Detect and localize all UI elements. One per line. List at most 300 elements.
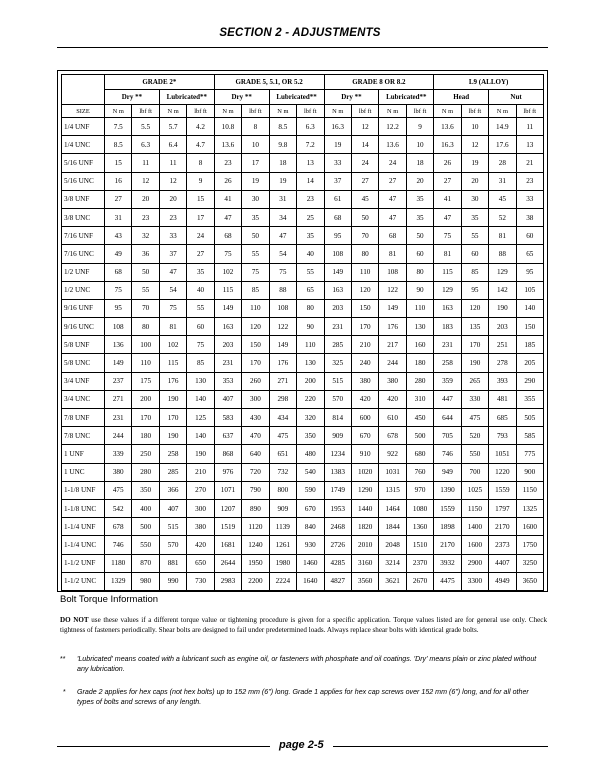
torque-value-cell: 35 xyxy=(297,227,324,245)
torque-value-cell: 30 xyxy=(242,190,269,208)
torque-value-cell: 190 xyxy=(159,390,186,408)
torque-value-cell: 1681 xyxy=(214,536,241,554)
footnote-mark: ** xyxy=(60,655,66,663)
torque-value-cell: 190 xyxy=(159,427,186,445)
torque-value-cell: 1051 xyxy=(489,445,516,463)
table-row xyxy=(62,118,544,136)
unit-header-row xyxy=(62,105,544,118)
torque-value-cell: 55 xyxy=(461,227,488,245)
torque-value-cell: 930 xyxy=(297,536,324,554)
unit-header: N m xyxy=(214,105,241,118)
torque-value-cell: 290 xyxy=(516,372,543,390)
torque-value-cell: 2900 xyxy=(461,554,488,572)
torque-value-cell: 2170 xyxy=(434,536,461,554)
torque-value-cell: 1360 xyxy=(406,518,433,536)
torque-value-cell: 13 xyxy=(297,154,324,172)
torque-value-cell: 110 xyxy=(351,263,378,281)
torque-value-cell: 110 xyxy=(242,299,269,317)
torque-value-cell: 1150 xyxy=(516,481,543,499)
condition-header: Lubricated** xyxy=(379,90,434,105)
torque-value-cell: 2200 xyxy=(242,572,269,590)
torque-value-cell: 55 xyxy=(297,263,324,281)
torque-value-cell: 570 xyxy=(159,536,186,554)
torque-value-cell: 110 xyxy=(132,354,159,372)
torque-value-cell: 68 xyxy=(214,227,241,245)
footnote-text: Grade 2 applies for hex caps (not hex bolts) up to 152 mm (6") long. Grade 1 applies for hex cap screws over 152 mm (6") long, and for all other types of bolts and screws of any length. xyxy=(77,688,529,706)
torque-value-cell: 685 xyxy=(489,409,516,427)
torque-value-cell: 4.2 xyxy=(187,118,214,136)
torque-value-cell: 7.5 xyxy=(105,118,132,136)
torque-value-cell: 17.6 xyxy=(489,136,516,154)
torque-value-cell: 176 xyxy=(269,354,296,372)
torque-value-cell: 37 xyxy=(324,172,351,190)
torque-value-cell: 870 xyxy=(132,554,159,572)
torque-value-cell: 250 xyxy=(132,445,159,463)
torque-value-cell: 760 xyxy=(406,463,433,481)
torque-value-cell: 640 xyxy=(242,445,269,463)
torque-value-cell: 730 xyxy=(187,572,214,590)
torque-value-cell: 705 xyxy=(434,427,461,445)
torque-value-cell: 1071 xyxy=(214,481,241,499)
torque-value-cell: 19 xyxy=(242,172,269,190)
torque-value-cell: 55 xyxy=(132,281,159,299)
bolt-size-cell: 1-1/8 UNC xyxy=(62,499,105,517)
torque-value-cell: 746 xyxy=(434,445,461,463)
torque-value-cell: 95 xyxy=(105,299,132,317)
torque-value-cell: 240 xyxy=(351,354,378,372)
torque-value-cell: 28 xyxy=(489,154,516,172)
torque-value-cell: 4285 xyxy=(324,554,351,572)
torque-value-cell: 12.2 xyxy=(379,118,406,136)
torque-value-cell: 14.9 xyxy=(489,118,516,136)
torque-value-cell: 4.7 xyxy=(187,136,214,154)
torque-value-cell: 244 xyxy=(379,354,406,372)
torque-value-cell: 220 xyxy=(297,390,324,408)
torque-value-cell: 33 xyxy=(159,227,186,245)
condition-header: Lubricated** xyxy=(159,90,214,105)
torque-value-cell: 27 xyxy=(434,172,461,190)
torque-value-cell: 163 xyxy=(214,318,241,336)
torque-value-cell: 190 xyxy=(489,299,516,317)
torque-value-cell: 1440 xyxy=(351,499,378,517)
torque-value-cell: 149 xyxy=(324,263,351,281)
torque-value-cell: 890 xyxy=(242,499,269,517)
torque-value-cell: 120 xyxy=(242,318,269,336)
torque-value-cell: 353 xyxy=(214,372,241,390)
table-row xyxy=(62,445,544,463)
torque-value-cell: 26 xyxy=(434,154,461,172)
torque-value-cell: 52 xyxy=(489,208,516,226)
torque-value-cell: 102 xyxy=(159,336,186,354)
torque-value-cell: 2670 xyxy=(406,572,433,590)
torque-value-cell: 350 xyxy=(297,427,324,445)
unit-header: N m xyxy=(159,105,186,118)
torque-value-cell: 125 xyxy=(187,409,214,427)
unit-header: lbf ft xyxy=(132,105,159,118)
torque-value-cell: 1025 xyxy=(461,481,488,499)
torque-value-cell: 135 xyxy=(461,318,488,336)
torque-value-cell: 170 xyxy=(351,318,378,336)
torque-value-cell: 54 xyxy=(269,245,296,263)
torque-value-cell: 129 xyxy=(434,281,461,299)
table-row xyxy=(62,481,544,499)
torque-value-cell: 1844 xyxy=(379,518,406,536)
torque-value-cell: 60 xyxy=(187,318,214,336)
torque-value-cell: 585 xyxy=(516,427,543,445)
torque-value-cell: 244 xyxy=(105,427,132,445)
torque-value-cell: 163 xyxy=(434,299,461,317)
torque-value-cell: 1220 xyxy=(489,463,516,481)
bolt-size-cell: 3/8 UNC xyxy=(62,208,105,226)
torque-value-cell: 1797 xyxy=(489,499,516,517)
torque-value-cell: 88 xyxy=(489,245,516,263)
torque-value-cell: 21 xyxy=(516,154,543,172)
torque-value-cell: 10 xyxy=(406,136,433,154)
torque-value-cell: 475 xyxy=(269,427,296,445)
torque-value-cell: 11 xyxy=(159,154,186,172)
torque-value-cell: 814 xyxy=(324,409,351,427)
torque-value-cell: 1150 xyxy=(461,499,488,517)
bolt-size-cell: 1 UNF xyxy=(62,445,105,463)
torque-value-cell: 17 xyxy=(242,154,269,172)
torque-value-cell: 380 xyxy=(351,372,378,390)
torque-value-cell: 550 xyxy=(461,445,488,463)
bolt-size-cell: 7/16 UNF xyxy=(62,227,105,245)
torque-value-cell: 339 xyxy=(105,445,132,463)
torque-value-cell: 8.5 xyxy=(269,118,296,136)
table-row xyxy=(62,154,544,172)
torque-value-cell: 12 xyxy=(159,172,186,190)
torque-value-cell: 65 xyxy=(297,281,324,299)
torque-value-cell: 260 xyxy=(242,372,269,390)
torque-value-cell: 1980 xyxy=(269,554,296,572)
unit-header: lbf ft xyxy=(297,105,324,118)
table-row xyxy=(62,318,544,336)
condition-header: Head xyxy=(434,90,489,105)
unit-header: N m xyxy=(324,105,351,118)
bolt-size-cell: 3/4 UNF xyxy=(62,372,105,390)
torque-value-cell: 6.4 xyxy=(159,136,186,154)
table-row xyxy=(62,536,544,554)
table-row xyxy=(62,409,544,427)
torque-value-cell: 366 xyxy=(159,481,186,499)
torque-value-cell: 6.3 xyxy=(297,118,324,136)
grade-header: GRADE 5, 5.1, OR 5.2 xyxy=(214,75,324,90)
torque-value-cell: 60 xyxy=(406,245,433,263)
torque-value-cell: 13.6 xyxy=(214,136,241,154)
torque-value-cell: 881 xyxy=(159,554,186,572)
footnote-lubricated xyxy=(60,655,547,674)
torque-value-cell: 31 xyxy=(105,208,132,226)
torque-value-cell: 746 xyxy=(105,536,132,554)
torque-value-cell: 115 xyxy=(434,263,461,281)
torque-value-cell: 1559 xyxy=(434,499,461,517)
torque-value-cell: 36 xyxy=(132,245,159,263)
torque-value-cell: 190 xyxy=(461,354,488,372)
torque-value-cell: 25 xyxy=(297,208,324,226)
torque-value-cell: 120 xyxy=(461,299,488,317)
torque-value-cell: 149 xyxy=(379,299,406,317)
torque-value-cell: 949 xyxy=(434,463,461,481)
size-header: SIZE xyxy=(62,105,105,118)
table-row xyxy=(62,263,544,281)
torque-value-cell: 108 xyxy=(105,318,132,336)
torque-value-cell: 129 xyxy=(489,263,516,281)
torque-value-cell: 110 xyxy=(297,336,324,354)
torque-value-cell: 909 xyxy=(269,499,296,517)
torque-value-cell: 24 xyxy=(187,227,214,245)
torque-value-cell: 150 xyxy=(351,299,378,317)
torque-value-cell: 150 xyxy=(242,336,269,354)
torque-value-cell: 1234 xyxy=(324,445,351,463)
torque-value-cell: 163 xyxy=(324,281,351,299)
torque-value-cell: 142 xyxy=(489,281,516,299)
torque-value-cell: 47 xyxy=(159,263,186,281)
grade-header: L9 (ALLOY) xyxy=(434,75,544,90)
torque-value-cell: 12 xyxy=(461,136,488,154)
torque-value-cell: 140 xyxy=(187,390,214,408)
bolt-size-cell: 5/16 UNC xyxy=(62,172,105,190)
torque-value-cell: 65 xyxy=(516,245,543,263)
torque-value-cell: 280 xyxy=(132,463,159,481)
torque-value-cell: 45 xyxy=(351,190,378,208)
torque-value-cell: 23 xyxy=(159,208,186,226)
table-row xyxy=(62,390,544,408)
torque-value-cell: 80 xyxy=(406,263,433,281)
torque-value-cell: 550 xyxy=(132,536,159,554)
torque-value-cell: 95 xyxy=(324,227,351,245)
torque-value-cell: 33 xyxy=(324,154,351,172)
torque-value-cell: 909 xyxy=(324,427,351,445)
torque-value-cell: 27 xyxy=(105,190,132,208)
torque-value-cell: 637 xyxy=(214,427,241,445)
torque-value-cell: 380 xyxy=(379,372,406,390)
torque-value-cell: 9 xyxy=(406,118,433,136)
torque-value-cell: 231 xyxy=(214,354,241,372)
torque-value-cell: 108 xyxy=(379,263,406,281)
torque-value-cell: 9.8 xyxy=(269,136,296,154)
table-row xyxy=(62,372,544,390)
torque-value-cell: 800 xyxy=(269,481,296,499)
torque-value-cell: 542 xyxy=(105,499,132,517)
torque-value-cell: 31 xyxy=(489,172,516,190)
table-row xyxy=(62,554,544,572)
unit-header: N m xyxy=(489,105,516,118)
torque-value-cell: 47 xyxy=(269,227,296,245)
unit-header: N m xyxy=(434,105,461,118)
torque-value-cell: 205 xyxy=(516,354,543,372)
torque-value-cell: 24 xyxy=(351,154,378,172)
torque-value-cell: 1749 xyxy=(324,481,351,499)
torque-value-cell: 40 xyxy=(297,245,324,263)
torque-value-cell: 258 xyxy=(434,354,461,372)
torque-value-cell: 515 xyxy=(159,518,186,536)
unit-header: lbf ft xyxy=(406,105,433,118)
torque-value-cell: 910 xyxy=(351,445,378,463)
torque-value-cell: 75 xyxy=(159,299,186,317)
torque-value-cell: 590 xyxy=(297,481,324,499)
torque-value-cell: 1080 xyxy=(406,499,433,517)
torque-value-cell: 3214 xyxy=(379,554,406,572)
torque-value-cell: 570 xyxy=(324,390,351,408)
usage-notes xyxy=(60,616,547,635)
torque-value-cell: 81 xyxy=(159,318,186,336)
torque-value-cell: 180 xyxy=(132,427,159,445)
blank-corner-cell xyxy=(62,75,105,105)
torque-value-cell: 8 xyxy=(242,118,269,136)
torque-value-cell: 380 xyxy=(105,463,132,481)
torque-value-cell: 35 xyxy=(406,190,433,208)
torque-value-cell: 980 xyxy=(132,572,159,590)
torque-value-cell: 251 xyxy=(489,336,516,354)
table-row xyxy=(62,354,544,372)
torque-value-cell: 12 xyxy=(351,118,378,136)
torque-value-cell: 27 xyxy=(351,172,378,190)
torque-value-cell: 130 xyxy=(297,354,324,372)
torque-value-cell: 650 xyxy=(187,554,214,572)
torque-value-cell: 45 xyxy=(489,190,516,208)
table-row xyxy=(62,208,544,226)
bolt-size-cell: 9/16 UNC xyxy=(62,318,105,336)
torque-value-cell: 1383 xyxy=(324,463,351,481)
unit-header: lbf ft xyxy=(461,105,488,118)
table-row xyxy=(62,245,544,263)
torque-value-cell: 450 xyxy=(406,409,433,427)
torque-value-cell: 54 xyxy=(159,281,186,299)
torque-value-cell: 10 xyxy=(461,118,488,136)
torque-value-cell: 16 xyxy=(105,172,132,190)
torque-value-cell: 40 xyxy=(187,281,214,299)
torque-value-cell: 1898 xyxy=(434,518,461,536)
torque-value-cell: 75 xyxy=(242,263,269,281)
torque-value-cell: 407 xyxy=(214,390,241,408)
torque-value-cell: 4407 xyxy=(489,554,516,572)
torque-value-cell: 80 xyxy=(351,245,378,263)
unit-header: N m xyxy=(105,105,132,118)
torque-value-cell: 1640 xyxy=(297,572,324,590)
table-row xyxy=(62,499,544,517)
torque-value-cell: 20 xyxy=(406,172,433,190)
torque-value-cell: 150 xyxy=(516,318,543,336)
torque-value-cell: 176 xyxy=(159,372,186,390)
torque-value-cell: 31 xyxy=(269,190,296,208)
torque-value-cell: 140 xyxy=(516,299,543,317)
torque-value-cell: 70 xyxy=(351,227,378,245)
torque-value-cell: 330 xyxy=(461,390,488,408)
torque-value-cell: 14 xyxy=(297,172,324,190)
torque-value-cell: 81 xyxy=(379,245,406,263)
torque-value-cell: 1600 xyxy=(516,518,543,536)
torque-value-cell: 1207 xyxy=(214,499,241,517)
torque-value-cell: 393 xyxy=(489,372,516,390)
torque-value-cell: 1464 xyxy=(379,499,406,517)
torque-value-cell: 775 xyxy=(516,445,543,463)
torque-value-cell: 13.6 xyxy=(379,136,406,154)
footnote-text: 'Lubricated' means coated with a lubricant such as engine oil, or fasteners with phosphate and oil coatings. 'Dry' means plain or zinc plated without any lubrication. xyxy=(77,655,537,673)
torque-value-cell: 75 xyxy=(269,263,296,281)
torque-value-cell: 80 xyxy=(297,299,324,317)
torque-value-cell: 68 xyxy=(324,208,351,226)
torque-value-cell: 149 xyxy=(105,354,132,372)
torque-value-cell: 481 xyxy=(489,390,516,408)
torque-value-cell: 900 xyxy=(516,463,543,481)
page-number: page 2-5 xyxy=(270,739,333,751)
torque-value-cell: 231 xyxy=(434,336,461,354)
torque-value-cell: 400 xyxy=(132,499,159,517)
torque-value-cell: 231 xyxy=(324,318,351,336)
torque-value-cell: 23 xyxy=(516,172,543,190)
torque-value-cell: 130 xyxy=(406,318,433,336)
table-row xyxy=(62,518,544,536)
torque-value-cell: 500 xyxy=(132,518,159,536)
torque-value-cell: 33 xyxy=(516,190,543,208)
table-row xyxy=(62,172,544,190)
torque-value-cell: 3560 xyxy=(351,572,378,590)
torque-value-cell: 520 xyxy=(461,427,488,445)
torque-value-cell: 110 xyxy=(406,299,433,317)
torque-value-cell: 1329 xyxy=(105,572,132,590)
torque-value-cell: 505 xyxy=(516,409,543,427)
torque-value-cell: 3932 xyxy=(434,554,461,572)
torque-value-cell: 9 xyxy=(187,172,214,190)
torque-value-cell: 15 xyxy=(105,154,132,172)
torque-value-cell: 136 xyxy=(105,336,132,354)
torque-value-cell: 8.5 xyxy=(105,136,132,154)
bolt-size-cell: 5/8 UNF xyxy=(62,336,105,354)
torque-value-cell: 32 xyxy=(132,227,159,245)
torque-value-cell: 26 xyxy=(214,172,241,190)
torque-value-cell: 285 xyxy=(159,463,186,481)
torque-value-cell: 976 xyxy=(214,463,241,481)
torque-value-cell: 8 xyxy=(187,154,214,172)
torque-value-cell: 41 xyxy=(214,190,241,208)
torque-value-cell: 678 xyxy=(105,518,132,536)
torque-value-cell: 19 xyxy=(324,136,351,154)
torque-value-cell: 3621 xyxy=(379,572,406,590)
table-row xyxy=(62,136,544,154)
torque-value-cell: 16.3 xyxy=(324,118,351,136)
bolt-size-cell: 1-1/4 UNF xyxy=(62,518,105,536)
torque-value-cell: 47 xyxy=(379,190,406,208)
torque-value-cell: 790 xyxy=(242,481,269,499)
table-row xyxy=(62,281,544,299)
torque-value-cell: 11 xyxy=(516,118,543,136)
torque-value-cell: 1020 xyxy=(351,463,378,481)
torque-value-cell: 1460 xyxy=(297,554,324,572)
condition-header-row xyxy=(62,90,544,105)
torque-value-cell: 176 xyxy=(379,318,406,336)
torque-value-cell: 310 xyxy=(406,390,433,408)
torque-value-cell: 5.5 xyxy=(132,118,159,136)
torque-value-cell: 35 xyxy=(242,208,269,226)
bolt-torque-table-frame xyxy=(57,70,548,592)
torque-value-cell: 231 xyxy=(105,409,132,427)
torque-value-cell: 298 xyxy=(269,390,296,408)
torque-value-cell: 108 xyxy=(324,245,351,263)
torque-value-cell: 115 xyxy=(159,354,186,372)
torque-value-cell: 122 xyxy=(379,281,406,299)
torque-value-cell: 81 xyxy=(489,227,516,245)
torque-value-cell: 108 xyxy=(269,299,296,317)
torque-value-cell: 3160 xyxy=(351,554,378,572)
unit-header: lbf ft xyxy=(351,105,378,118)
torque-value-cell: 217 xyxy=(379,336,406,354)
torque-value-cell: 670 xyxy=(351,427,378,445)
condition-header: Nut xyxy=(489,90,544,105)
torque-value-cell: 47 xyxy=(214,208,241,226)
torque-value-cell: 990 xyxy=(159,572,186,590)
torque-value-cell: 50 xyxy=(132,263,159,281)
